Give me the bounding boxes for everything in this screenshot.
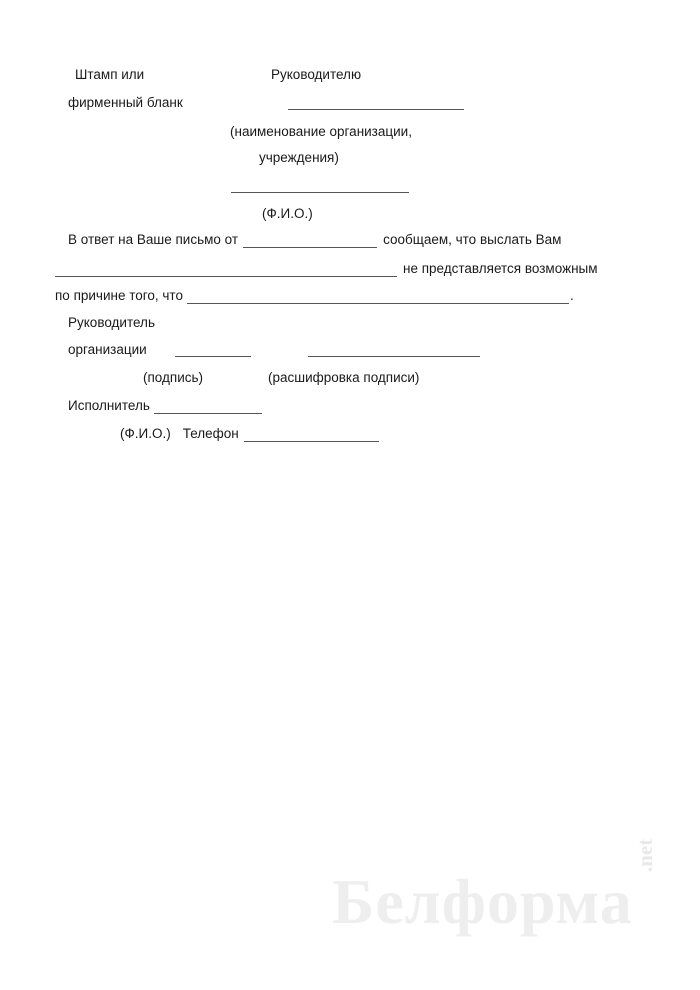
- executor-contacts-line: [120, 426, 379, 442]
- addressee-label: Руководителю: [271, 67, 362, 82]
- not-possible-text: не представляется возможным: [403, 261, 598, 276]
- watermark-brand: Белформа: [332, 866, 633, 937]
- signature-decode-field[interactable]: [308, 356, 480, 357]
- org-hint-line2: учреждения): [259, 150, 339, 165]
- executor-fio-hint: (Ф.И.О.): [120, 426, 171, 441]
- phone-label: Телефон: [182, 426, 239, 441]
- requested-item-field[interactable]: [55, 264, 397, 277]
- signature-field[interactable]: [175, 356, 251, 357]
- decode-hint: (расшифровка подписи): [268, 370, 420, 385]
- subject-line: [55, 261, 598, 277]
- reply-prefix: В ответ на Ваше письмо от: [68, 232, 239, 247]
- sign-hint: (подпись): [143, 370, 204, 385]
- reason-line: [55, 288, 574, 304]
- executor-field[interactable]: [154, 401, 262, 414]
- reply-suffix: сообщаем, что выслать Вам: [383, 232, 562, 247]
- reason-field[interactable]: [187, 291, 569, 304]
- watermark-domain: .net: [633, 838, 657, 872]
- letter-date-field[interactable]: [243, 235, 377, 248]
- stamp-label-line2: фирменный бланк: [68, 95, 183, 110]
- stamp-label-line1: Штамп или: [75, 67, 145, 82]
- head-label-line2: организации: [68, 342, 147, 357]
- reply-line: [68, 232, 561, 248]
- reason-prefix: по причине того, что: [55, 288, 183, 303]
- addressee-fio-field[interactable]: [231, 192, 409, 193]
- executor-line: [68, 398, 262, 414]
- reason-end: .: [569, 288, 574, 303]
- executor-label: Исполнитель: [68, 398, 150, 413]
- fio-hint: (Ф.И.О.): [262, 206, 313, 221]
- phone-field[interactable]: [244, 429, 379, 442]
- org-hint-line1: (наименование организации,: [230, 124, 412, 139]
- head-label-line1: Руководитель: [68, 315, 155, 330]
- addressee-org-field[interactable]: [288, 109, 464, 110]
